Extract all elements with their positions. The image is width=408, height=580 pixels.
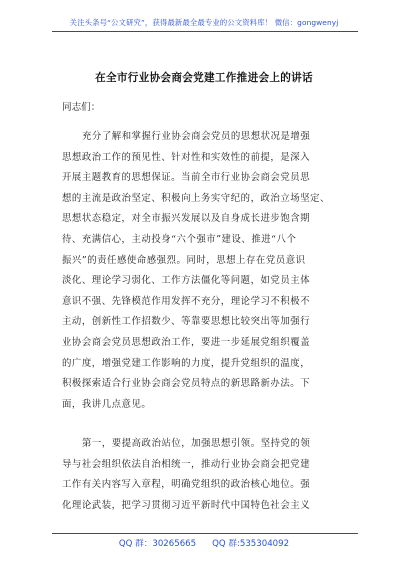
paragraph-line: 思想状态稳定，对全市振兴发展以及自身成长进步饱含期: [62, 213, 311, 225]
paragraph-line: 导与社会组织依法自治相统一，推动行业协会商会把党建: [62, 458, 311, 470]
paragraph-2: [62, 434, 346, 516]
paragraph-line: 化理论武装，把学习贯彻习近平新时代中国特色社会主义: [62, 499, 311, 511]
paragraph-line: 面，我讲几点意见。: [62, 398, 152, 410]
paragraph-line: 充分了解和掌握行业协会商会党员的思想状况是增强: [82, 131, 311, 142]
footer-divider: [52, 533, 358, 534]
paragraph-line: 工作有关内容写入章程，明确党组织的政治核心地位。强: [62, 479, 311, 491]
paragraph-line: 主动，创新性工作招数少、等靠要思想比较突出等加强行: [62, 316, 311, 328]
paragraph-line: 待、充满信心，主动投身“六个强市”建设、推进“八个: [62, 233, 297, 245]
header-banner: 关注头条号“公文研究”，获得最新最全最专业的公文资料库！ 微信：gongwenyj: [69, 18, 339, 27]
paragraph-line: 积极探索适合行业协会商会党员特点的新思路新办法。下: [62, 378, 311, 390]
header-divider: [52, 31, 358, 32]
paragraph-1: [62, 127, 346, 415]
paragraph-line: 淡化、理论学习弱化、工作方法僵化等问题，如党员主体: [62, 275, 311, 287]
footer-contacts: [0, 537, 408, 549]
paragraph-line: 业协会商会党员思想政治工作，要进一步延展党组织覆盖: [62, 336, 311, 348]
paragraph-line: 意识不强、先锋模范作用发挥不充分，理论学习不积极不: [62, 295, 311, 307]
document-title: 在全市行业协会商会党建工作推进会上的讲话: [95, 72, 313, 84]
salutation: 同志们：: [62, 102, 101, 113]
paragraph-line: 思想政治工作的预见性、针对性和实效性的前提，是深入: [62, 151, 311, 163]
footer-qq-group-1: QQ 群：30265665: [118, 539, 197, 549]
footer-qq-group-2: QQ 群:535304092: [212, 539, 290, 549]
paragraph-line: 振兴”的责任感使命感强烈。同时，思想上存在党员意识: [62, 254, 306, 266]
paragraph-line: 的广度，增强党建工作影响的力度，提升党组织的温度，: [62, 357, 311, 369]
paragraph-line: 想的主流是政治坚定、积极向上务实守纪的，政治立场坚定、: [62, 192, 330, 204]
paragraph-line: 第一，要提高政治站位，加强思想引领。坚持党的领: [82, 438, 311, 449]
paragraph-line: 开展主题教育的思想保证。当前全市行业协会商会党员思: [62, 172, 311, 184]
